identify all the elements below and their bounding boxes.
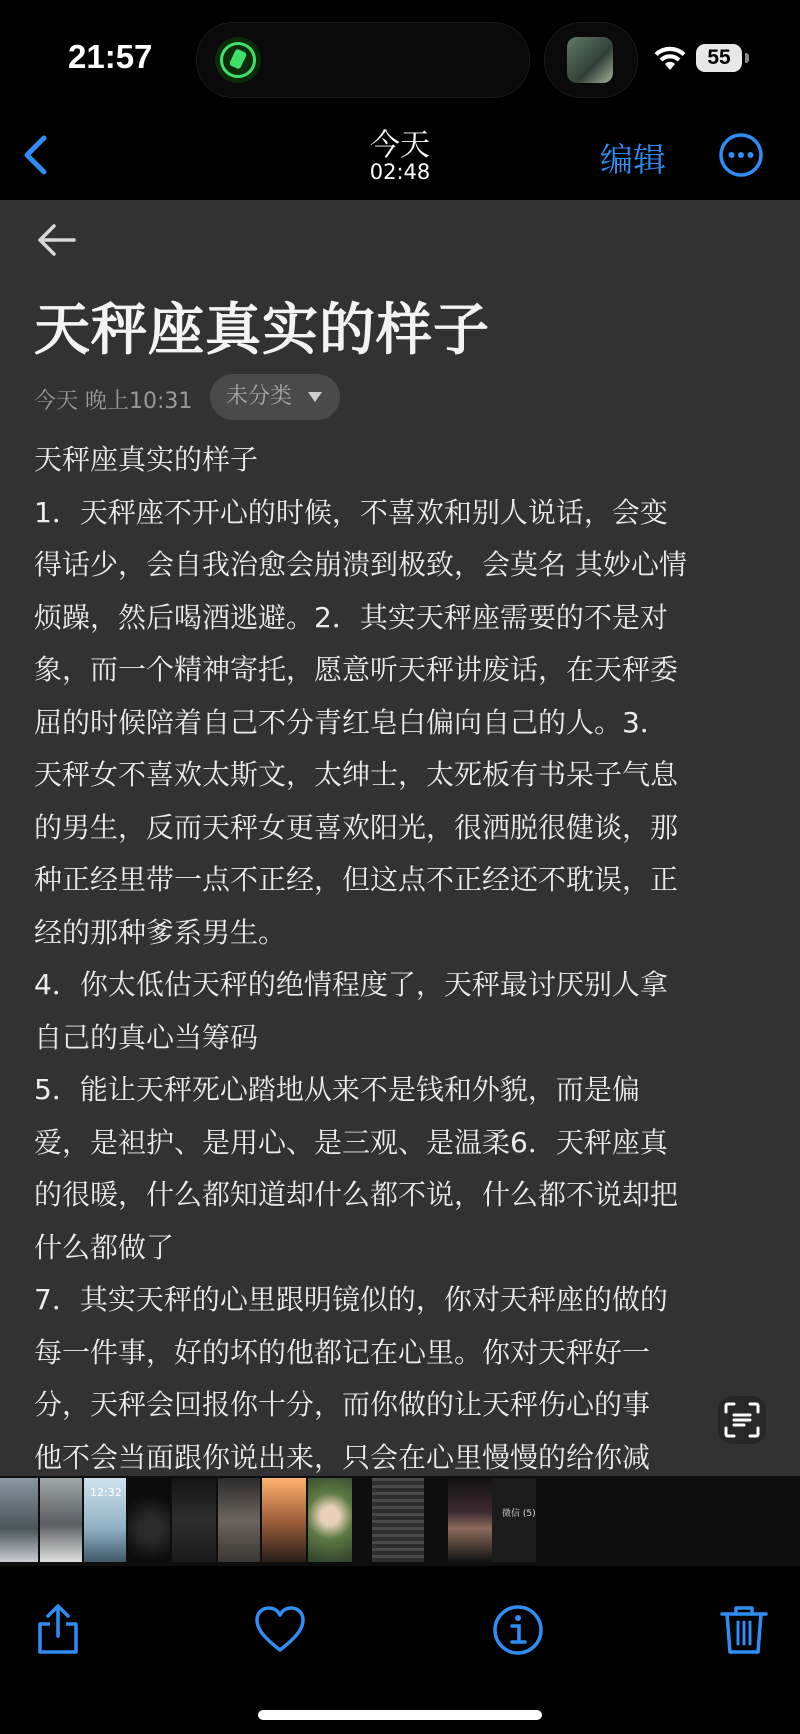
note-line: 烦躁，然后喝酒逃避。2．其实天秤座需要的不是对: [34, 600, 668, 634]
chevron-left-icon[interactable]: [12, 130, 62, 180]
thumbnail[interactable]: [448, 1478, 492, 1562]
thumbnail[interactable]: [128, 1478, 170, 1562]
thumbnail[interactable]: [218, 1478, 260, 1562]
status-bar: [0, 0, 800, 110]
note-line: 1．天秤座不开心的时候，不喜欢和别人说话，会变: [34, 495, 668, 529]
note-line: 7．其实天秤的心里跟明镜似的，你对天秤座的做的: [34, 1283, 668, 1316]
thumbnail[interactable]: [40, 1478, 82, 1562]
note-line: 的很暖，什么都知道却什么都不说，什么都不说却把: [34, 1178, 679, 1211]
live-text-icon[interactable]: [718, 1396, 766, 1444]
thumbnail[interactable]: [372, 1478, 424, 1562]
nav-bar: [0, 110, 800, 200]
note-line: 经的那种爹系男生。: [34, 915, 287, 949]
note-meta: 今天 晚上10:31: [34, 389, 193, 414]
dynamic-island[interactable]: [196, 22, 530, 98]
thumbnail[interactable]: [492, 1478, 536, 1562]
info-icon[interactable]: [490, 1602, 546, 1658]
media-thumb-icon: [567, 37, 613, 83]
note-line: 5．能让天秤死心踏地从来不是钱和外貌，而是偏: [34, 1073, 640, 1106]
arrow-left-icon: [32, 216, 80, 264]
triangle-down-icon: [308, 392, 322, 402]
wifi-icon: [654, 46, 686, 72]
note-line: 自己的真心当筹码: [34, 1020, 259, 1054]
share-icon[interactable]: [30, 1602, 86, 1658]
note-line: 屈的时候陪着自己不分青红皂白偏向自己的人。3．: [34, 705, 668, 739]
home-indicator[interactable]: [258, 1710, 542, 1720]
note-line: 分，天秤会回报你十分，而你做的让天秤伤心的事: [34, 1388, 651, 1421]
note-line: 天秤座真实的样子: [34, 443, 259, 476]
photo-content: [0, 200, 800, 1476]
thumbnail[interactable]: [0, 1478, 38, 1562]
note-line: 4．你太低估天秤的绝情程度了，天秤最讨厌别人拿: [34, 968, 668, 1001]
nav-title: 今天: [370, 128, 430, 163]
category-label: 未分类: [226, 384, 293, 409]
note-line: 什么都做了: [34, 1230, 175, 1264]
note-line: 天秤女不喜欢太斯文，太绅士，太死板有书呆子气息: [34, 758, 679, 791]
battery-tip: [745, 53, 749, 63]
note-line: 每一件事，好的坏的他都记在心里。你对天秤好一: [34, 1335, 651, 1369]
note-body: [34, 434, 774, 1476]
thumbnail[interactable]: [262, 1478, 306, 1562]
thumbnail-label: 微信 (5): [502, 1509, 536, 1519]
trash-icon[interactable]: [716, 1602, 772, 1658]
note-line: 象，而一个精神寄托，愿意听天秤讲废话，在天秤委: [34, 653, 679, 686]
bottom-toolbar: [0, 1566, 800, 1734]
status-time: 21:57: [68, 38, 153, 75]
thumbnail[interactable]: [172, 1478, 216, 1562]
nav-subtitle: 02:48: [369, 160, 431, 184]
battery-icon: 55: [696, 44, 742, 72]
media-activity[interactable]: [544, 22, 638, 98]
heart-icon[interactable]: [252, 1602, 308, 1658]
more-icon[interactable]: [718, 132, 764, 178]
edit-button[interactable]: 编辑: [600, 140, 666, 179]
thumbnail[interactable]: [84, 1478, 126, 1562]
note-line: 爱，是袒护、是用心、是三观、是温柔6．天秤座真: [34, 1125, 668, 1159]
category-chip: [210, 374, 340, 420]
note-line: 种正经里带一点不正经，但这点不正经还不耽误，正: [34, 863, 679, 896]
thumbnail-strip[interactable]: [0, 1476, 800, 1566]
thumbnail-label: 12:32: [90, 1486, 122, 1499]
note-line: 的男生，反而天秤女更喜欢阳光，很洒脱很健谈，那: [34, 810, 679, 844]
activity-app-icon[interactable]: [215, 37, 261, 83]
note-title: 天秤座真实的样子: [34, 298, 490, 363]
note-line: 他不会当面跟你说出来，只会在心里慢慢的给你减: [34, 1440, 651, 1474]
thumbnail[interactable]: [308, 1478, 352, 1562]
note-line: 得话少，会自我治愈会崩溃到极致，会莫名 其妙心情: [34, 548, 687, 581]
